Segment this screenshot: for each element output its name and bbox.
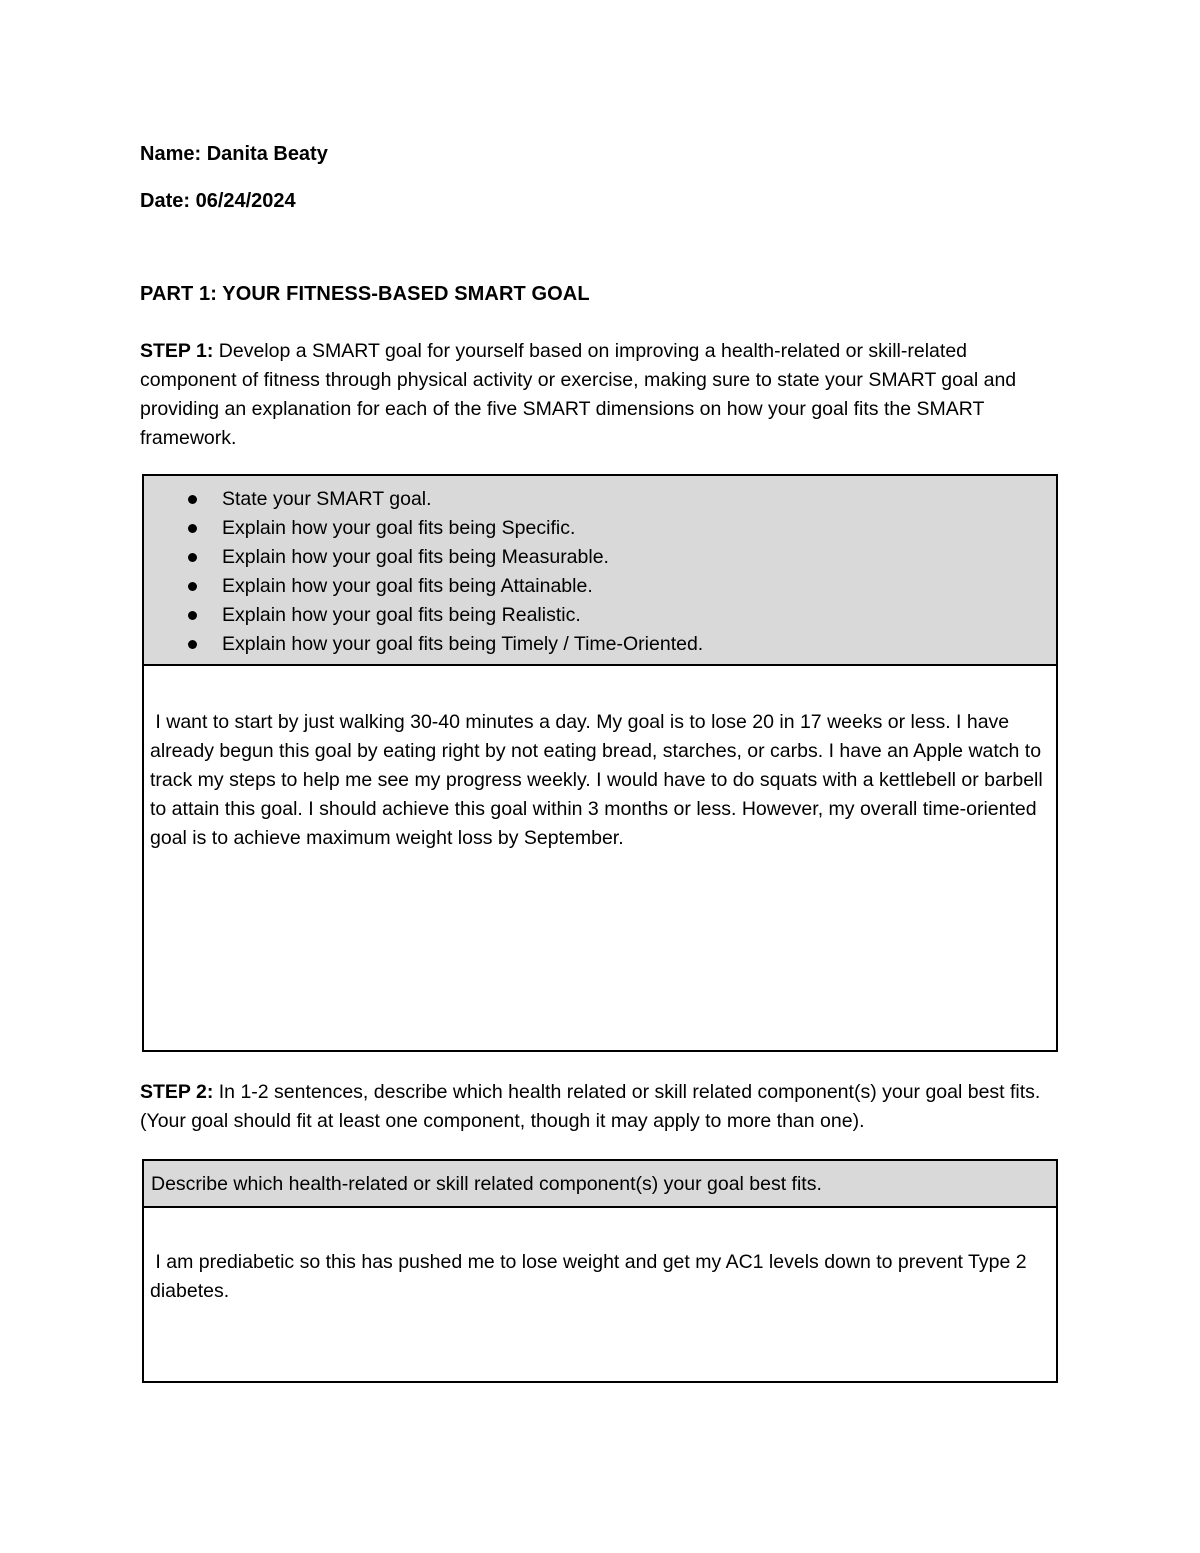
step1-prompt-list [144,476,1056,659]
bullet-icon [188,553,197,562]
step2-table [142,1159,1058,1383]
prompt-item-text: State your SMART goal. [222,488,432,510]
prompt-item-text: Explain how your goal fits being Timely / Time-Oriented. [222,633,704,655]
step2-instructions [140,1078,1065,1136]
step2-response-cell[interactable] [144,1208,1056,1381]
step2-text: In 1-2 sentences, describe which health related or skill related component(s) your goal best fits. (Your goal should fit at least one component, though it may apply to more than one). [140,1081,1041,1132]
step1-instructions [140,337,1065,453]
prompt-item [144,630,1056,659]
prompt-item [144,572,1056,601]
step1-label: STEP 1: [140,340,214,362]
student-name: Name: Danita Beaty [140,143,328,165]
step2-response-text: I am prediabetic so this has pushed me to lose weight and get my AC1 levels down to prevent Type 2 diabetes. [150,1251,1032,1302]
step1-response-cell[interactable] [144,666,1056,1050]
bullet-icon [188,582,197,591]
prompt-item-text: Explain how your goal fits being Measurable. [222,546,609,568]
prompt-item-text: Explain how your goal fits being Specific. [222,517,576,539]
step2-prompt-cell: Describe which health-related or skill related component(s) your goal best fits. [144,1161,1056,1208]
bullet-icon [188,640,197,649]
prompt-item [144,485,1056,514]
prompt-item-text: Explain how your goal fits being Realistic. [222,604,581,626]
bullet-icon [188,611,197,620]
prompt-item [144,543,1056,572]
bullet-icon [188,495,197,504]
prompt-item [144,514,1056,543]
step1-response-text: I want to start by just walking 30-40 minutes a day. My goal is to lose 20 in 17 weeks or less. I have already begun this goal by eating right by not eating bread, starches, or carbs. I have an Apple watch to track my steps to help me see my progress weekly. I would have to do squats with a kettlebell or barbell to attain this goal. I should achieve this goal within 3 months or less. However, my overall time-oriented goal is to achieve maximum weight loss by September. [150,711,1049,849]
submission-date: Date: 06/24/2024 [140,190,296,212]
step1-table [142,474,1058,1052]
prompt-item-text: Explain how your goal fits being Attainable. [222,575,593,597]
part-title: PART 1: YOUR FITNESS-BASED SMART GOAL [140,283,590,305]
prompt-item [144,601,1056,630]
bullet-icon [188,524,197,533]
step1-text: Develop a SMART goal for yourself based on improving a health-related or skill-related component of fitness through physical activity or exercise, making sure to state your SMART goal and providing an explanation for each of the five SMART dimensions on how your goal fits the SMART framework. [140,340,1017,449]
step2-label: STEP 2: [140,1081,214,1103]
step1-prompt-cell [144,476,1056,666]
